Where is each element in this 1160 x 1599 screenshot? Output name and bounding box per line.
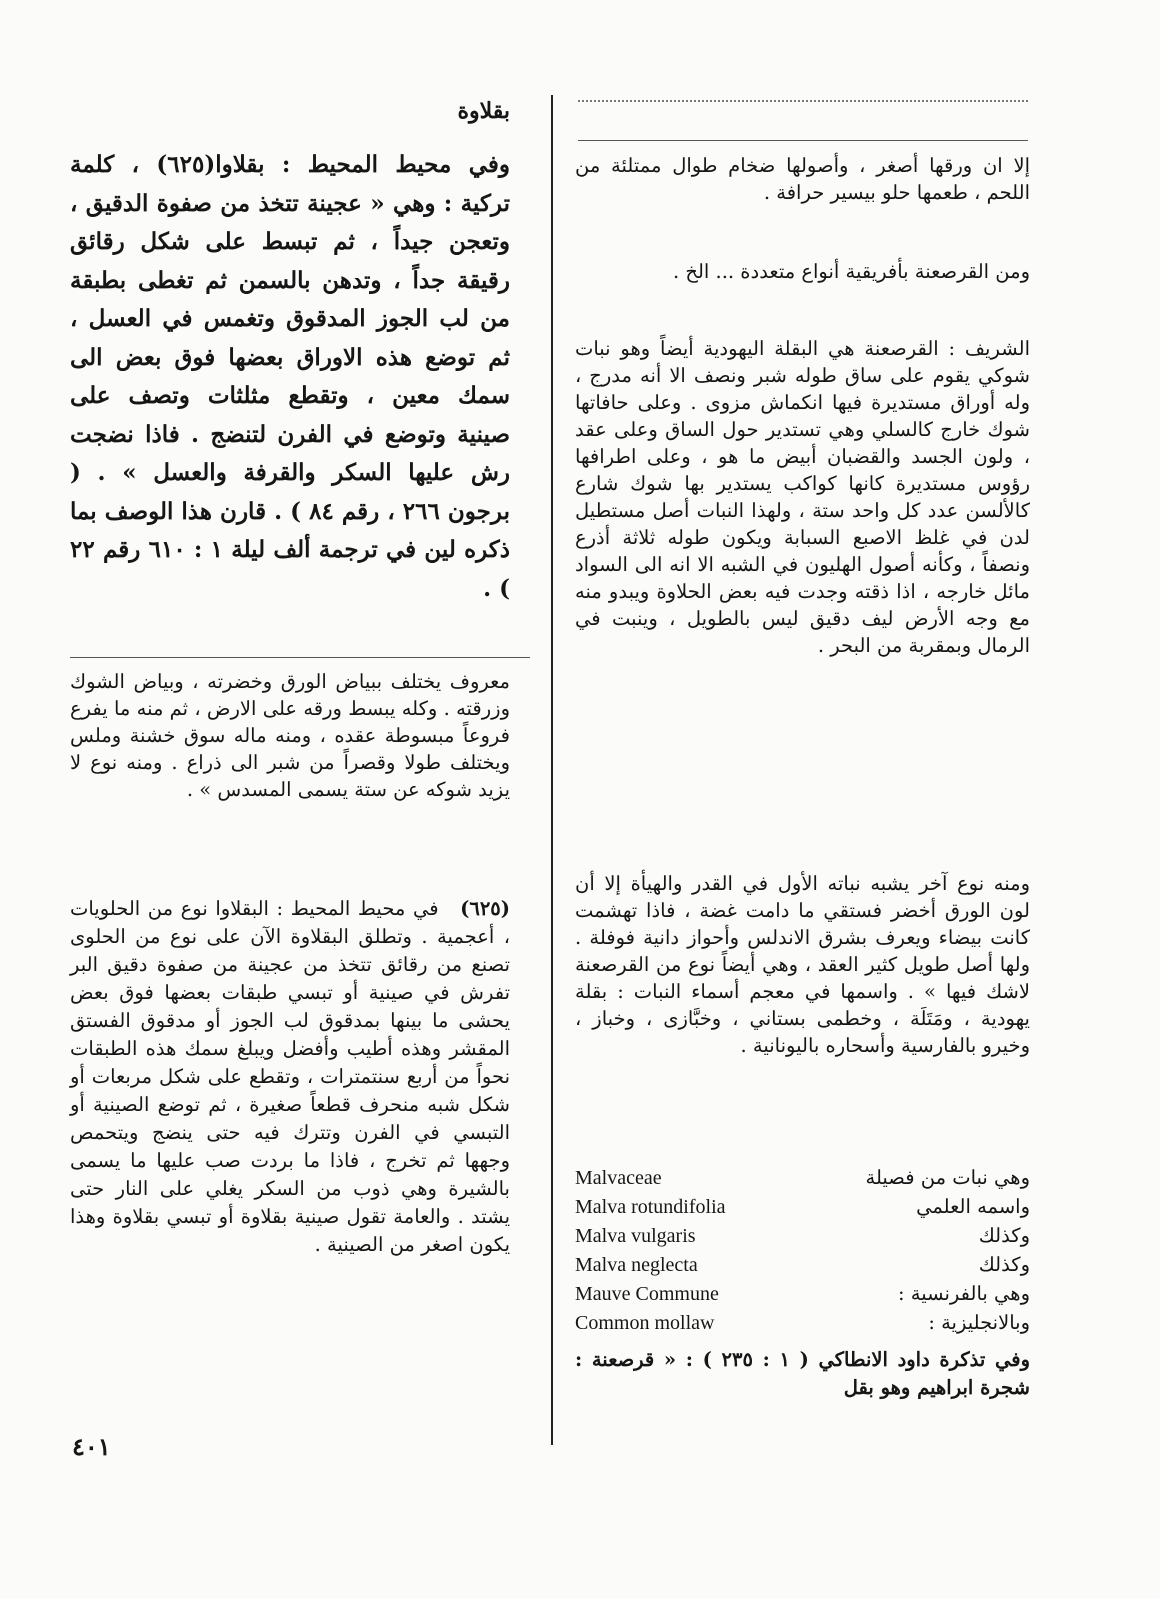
sci-name-row bbox=[575, 1253, 1030, 1282]
paragraph: إلا ان ورقها أصغر ، وأصولها ضخام طوال ممتلئة من اللحم ، طعمها حلو بيسير حرافة . bbox=[575, 154, 1030, 204]
sci-name-latin: Malvaceae bbox=[575, 1167, 662, 1189]
footnote-number: (٦٢٥) bbox=[460, 897, 510, 920]
sci-name-latin: Mauve Commune bbox=[575, 1283, 719, 1305]
quotation-tail: وفي تذكرة داود الانطاكي ( ١ : ٢٣٥ ) : « قرصعنة : شجرة ابراهيم وهو بقل bbox=[575, 1348, 1030, 1399]
sci-name-row bbox=[575, 1311, 1030, 1340]
column-divider bbox=[551, 95, 553, 1445]
page-number: ٤٠١ bbox=[72, 1432, 111, 1461]
sci-name-arabic: وبالانجليزية : bbox=[928, 1311, 1030, 1334]
paragraph: الشريف : القرصعنة هي البقلة اليهودية أيضاً وهو نبات شوكي يقوم على ساق طوله شبر ونصف الا أنه مدرج ، وله أوراق مستديرة فيها انكماش مزوى . وعلى حافاتها شوك خارج كالسلي وهي تستدير حول الساق وعلى عقد ، ولون الجسد والقضبان أبيض ما هو ، وعلى اطرافها رؤوس مستديرة كانها كواكب يستدير بها شوك شارع كالألسن عدد كل واحد ستة ، ولهذا النبات أصل مستطيل لدن في غلظ الاصبع السبابة ويكون طوله ثلاثة أذرع ونصفاً ، وكأنه أصول الهليون في الشبه الا انه الى السواد مائل خارجه ، اذا ذقته وجدت فيه بعض الحلاوة ويبدو منه مع وجه الأرض ليف دقيق ليس بالطويل ، وينبت في الرمال وبمقربة من البحر . bbox=[575, 337, 1030, 657]
scientific-names-list bbox=[575, 1166, 1030, 1340]
top-rule bbox=[578, 140, 1028, 141]
sci-name-row bbox=[575, 1282, 1030, 1311]
running-head: بقلاوة bbox=[457, 98, 510, 124]
sci-name-arabic: وهي بالفرنسية : bbox=[897, 1282, 1030, 1305]
sci-name-row bbox=[575, 1166, 1030, 1195]
sci-name-arabic: وكذلك bbox=[978, 1253, 1030, 1276]
footnote-rule bbox=[70, 657, 530, 658]
sci-name-arabic: وهي نبات من فصيلة bbox=[865, 1166, 1030, 1189]
sci-name-arabic: وكذلك bbox=[978, 1224, 1030, 1247]
sci-name-latin: Common mollaw bbox=[575, 1312, 715, 1334]
continued-note: معروف يختلف ببياض الورق وخضرته ، وبياض الشوك وزرقته . وكله يبسط ورقه على الارض ، ثم منه ما يفرع فروعاً مبسوطة عقده ، ومنه ماله سوق خشنة وملس ويختلف طولا وقصراً من شبر الى ذراع . ومنه نوع لا يزيد شوكه عن ستة يسمى المسدس » . bbox=[70, 670, 510, 801]
main-text: وفي محيط المحيط : بقلاوا(٦٢٥) ، كلمة تركية : وهي « عجينة تتخذ من صفوة الدقيق ، وتعجن جيداً ، ثم تبسط على شكل رقائق رقيقة جداً ، وتدهن بالسمن ثم تغطى بطبقة من لب الجوز المدقوق وتغمس في العسل ، ثم توضع هذه الاوراق بعضها فوق بعض الى سمك معين ، وتقطع مثلثات وتصف على صينية وتوضع في الفرن لتنضج . فاذا نضجت رش عليها السكر والقرفة والعسل » . ( برجون ٢٦٦ ، رقم ٨٤ ) . قارن هذا الوصف بما ذكره لين في ترجمة ألف ليلة ١ : ٦١٠ رقم ٢٢ ) . bbox=[70, 151, 511, 602]
sci-name-arabic: واسمه العلمي bbox=[916, 1195, 1030, 1218]
sci-name-row bbox=[575, 1195, 1030, 1224]
sci-name-row bbox=[575, 1224, 1030, 1253]
sci-name-latin: Malva rotundifolia bbox=[575, 1196, 726, 1218]
footnote-text: في محيط المحيط : البقلاوا نوع من الحلويات ، أعجمية . وتطلق البقلاوة الآن على نوع من الحلوى تصنع من رقائق تتخذ من عجينة من صفوة دقيق البر تفرش في صينية أو تبسي طبقات بعضها فوق بعض يحشى ما بينها بمدقوق لب الجوز أو مدقوق الفستق المقشر وهذه أطيب وأفضل ويبلغ سمك هذه الطبقات نحواً من أربع سنتمترات ، وتقطع على شكل مربعات أو شكل شبه منحرف قطعاً صغيرة ، ثم توضع الصينية أو التبسي في الفرن وتترك فيه حتى ينضج ويتحمص وجهها ثم تخرج ، فاذا ما بردت صب عليها ما يسمى بالشيرة وهي ذوب من السكر يغلي على النار حتى يشتد . والعامة تقول صينية بقلاوة أو تبسي بقلاوة وهذا يكون اصغر من الصينية . bbox=[70, 897, 510, 1256]
sci-name-latin: Malva neglecta bbox=[575, 1254, 698, 1276]
paragraph: ومنه نوع آخر يشبه نباته الأول في القدر والهيأة إلا أن لون الورق أخضر فستقي ما دامت غضة ، فاذا تهشمت كانت بيضاء ويعرف بشرق الاندلس وأحواز دانية فوفلة . ولها أصل طويل كثير العقد ، وهي أيضاً نوع من القرصعنة لاشك فيها » . واسمها في معجم أسماء النبات : بقلة يهودية ، ومَتَلَة ، وخطمى بستاني ، وخبَّازى ، وخباز ، وخيرو بالفارسية وأسحاره باليونانية . bbox=[575, 872, 1030, 1057]
sci-name-latin: Malva vulgaris bbox=[575, 1225, 696, 1247]
dotted-rule bbox=[578, 100, 1028, 102]
footnote bbox=[70, 895, 510, 1259]
paragraph: ومن القرصعنة بأفريقية أنواع متعددة ... الخ . bbox=[672, 260, 1030, 283]
